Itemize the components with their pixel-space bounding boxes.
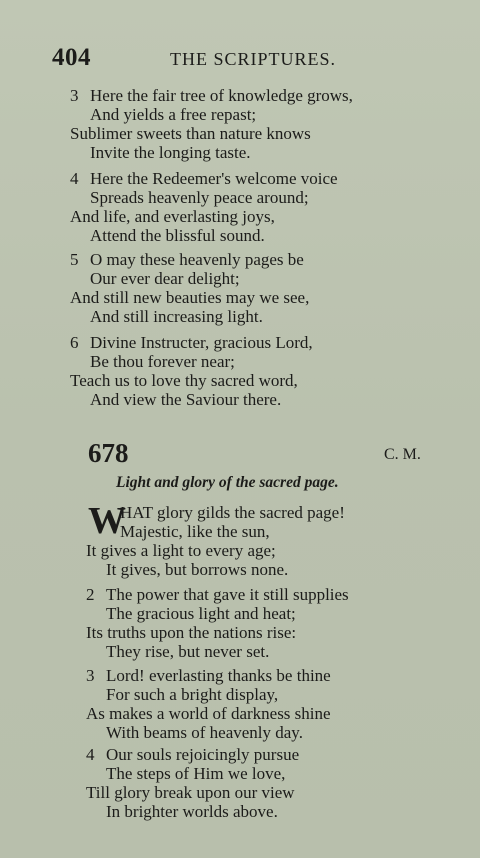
hymn-stanza-2 [86, 585, 456, 661]
verse-line: Our ever dear delight; [90, 269, 240, 288]
verse-line: Majestic, like the sun, [120, 522, 270, 541]
verse-line: The power that gave it still supplies [106, 585, 349, 604]
previous-hymn-stanza-3 [70, 86, 440, 162]
verse-line: The steps of Him we love, [106, 764, 286, 783]
page-number: 404 [52, 44, 91, 71]
verse-line: HAT glory gilds the sacred page! [120, 503, 345, 522]
verse-line: Its truths upon the nations rise: [86, 623, 297, 642]
verse-line: As makes a world of darkness shine [86, 704, 331, 723]
verse-line: The gracious light and heat; [106, 604, 296, 623]
verse-line: They rise, but never set. [106, 642, 270, 661]
hymn-number: 678 [88, 438, 129, 468]
verse-line: Be thou forever near; [90, 352, 235, 371]
hymn-meter: C. M. [384, 446, 421, 463]
stanza-number: 3 [70, 86, 79, 105]
stanza-number: 3 [86, 666, 95, 685]
previous-hymn-stanza-5 [70, 250, 440, 326]
verse-line: Lord! everlasting thanks be thine [106, 666, 331, 685]
verse-line: And yields a free repast; [90, 105, 257, 124]
stanza-number: 5 [70, 250, 79, 269]
verse-line: In brighter worlds above. [106, 802, 278, 821]
verse-line: O may these heavenly pages be [90, 250, 304, 269]
verse-line: Our souls rejoicingly pursue [106, 745, 300, 764]
verse-line: Here the Redeemer's welcome voice [90, 169, 338, 188]
verse-line: Here the fair tree of knowledge grows, [90, 86, 353, 105]
stanza-number: 6 [70, 333, 79, 352]
verse-line: It gives a light to every age; [86, 541, 276, 560]
stanza-number: 4 [70, 169, 79, 188]
page-header [52, 44, 362, 74]
previous-hymn-stanza-4 [70, 169, 440, 245]
stanza-number: 2 [86, 585, 95, 604]
hymn-stanza-1 [86, 500, 456, 579]
previous-hymn-stanza-6 [70, 333, 440, 409]
verse-line: Spreads heavenly peace around; [90, 188, 309, 207]
hymn-stanza-4 [86, 745, 456, 821]
running-head: THE SCRIPTURES. [170, 49, 337, 69]
verse-line: Attend the blissful sound. [90, 226, 265, 245]
hymn-stanza-3 [86, 666, 456, 742]
stanza-number: 4 [86, 745, 95, 764]
verse-line: Teach us to love thy sacred word, [70, 371, 298, 390]
verse-line: And life, and everlasting joys, [70, 207, 275, 226]
verse-line: With beams of heavenly day. [106, 723, 303, 742]
drop-cap: W [88, 500, 126, 542]
verse-line: And still increasing light. [90, 307, 263, 326]
verse-line: For such a bright display, [106, 685, 279, 704]
verse-line: Sublimer sweets than nature knows [70, 124, 311, 143]
verse-line: And view the Saviour there. [90, 390, 282, 409]
verse-line: Divine Instructer, gracious Lord, [90, 333, 313, 352]
verse-line: It gives, but borrows none. [106, 560, 289, 579]
verse-line: Till glory break upon our view [86, 783, 295, 802]
verse-line: And still new beauties may we see, [70, 288, 310, 307]
verse-line: Invite the longing taste. [90, 143, 251, 162]
hymn-subtitle: Light and glory of the sacred page. [116, 474, 339, 491]
